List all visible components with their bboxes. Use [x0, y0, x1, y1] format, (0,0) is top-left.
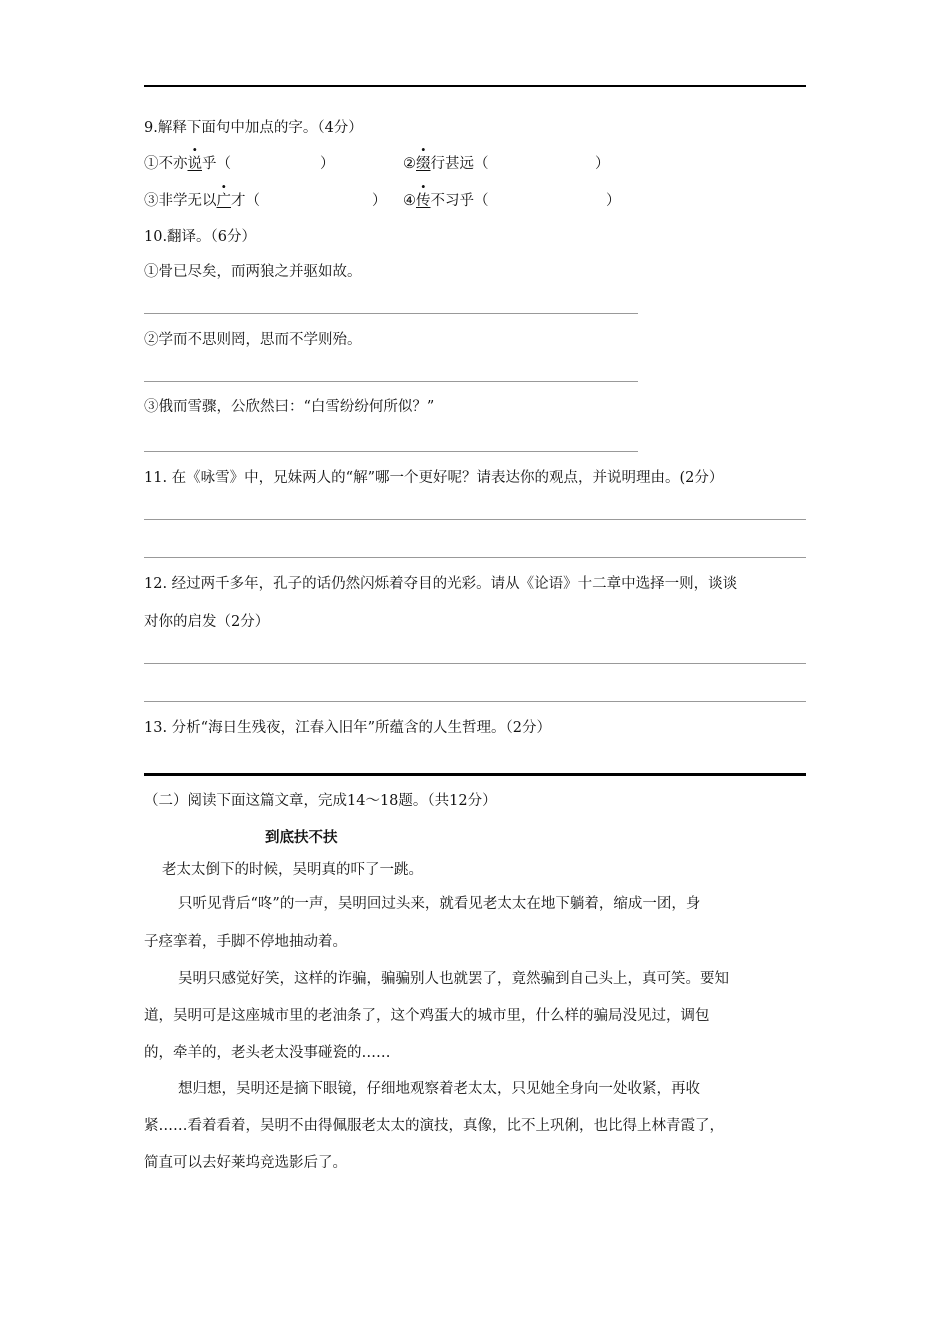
q13-prompt: 13. 分析“海日生残夜，江春入旧年”所蕴含的人生哲理。（2分）	[144, 720, 551, 736]
article-line: 的，牵羊的，老头老太没事碰瓷的……	[144, 1045, 391, 1061]
answer-line[interactable]	[144, 701, 806, 702]
dotted-char: 传	[416, 193, 431, 209]
q9-item-3: ③非学无以广才（	[144, 193, 260, 209]
article-line: 想归想，吴明还是摘下眼镜，仔细地观察着老太太，只见她全身向一处收紧，再收	[178, 1081, 700, 1097]
dotted-char: 说	[187, 156, 202, 172]
article-line: 老太太倒下的时候，吴明真的吓了一跳。	[162, 862, 423, 878]
article-line: 只听见背后“咚”的一声，吴明回过头来，就看见老太太在地下躺着，缩成一团，身	[178, 896, 701, 912]
q9-item-4: ④传不习乎（	[403, 193, 489, 209]
q12-prompt-line1: 12. 经过两千多年，孔子的话仍然闪烁着夺目的光彩。请从《论语》十二章中选择一则，谈谈	[144, 576, 738, 592]
answer-line[interactable]	[144, 519, 806, 520]
q9-prompt: 9.解释下面句中加点的字。（4分）	[144, 120, 363, 136]
q10-prompt: 10.翻译。（6分）	[144, 229, 257, 245]
q9-item-3-close: ）	[372, 193, 387, 209]
q10-item-1: ①骨已尽矣，而两狼之并驱如故。	[144, 264, 362, 280]
dotted-char: 广	[216, 193, 231, 209]
dotted-char: 缀	[416, 156, 431, 172]
top-rule	[144, 85, 806, 87]
answer-line[interactable]	[144, 663, 806, 664]
q9-item-2: ②缀行甚远（	[403, 156, 489, 172]
answer-line[interactable]	[144, 451, 638, 452]
article-line: 紧……看着看着，吴明不由得佩服老太太的演技，真像，比不上巩俐，也比得上林青霞了，	[144, 1118, 724, 1134]
answer-line[interactable]	[144, 313, 638, 314]
article-title: 到底扶不扶	[265, 830, 338, 846]
article-line: 子痉挛着，手脚不停地抽动着。	[144, 934, 347, 950]
article-line: 简直可以去好莱坞竞选影后了。	[144, 1155, 347, 1171]
article-line: 道，吴明可是这座城市里的老油条了，这个鸡蛋大的城市里，什么样的骗局没见过，调包	[144, 1008, 710, 1024]
q9-item-4-close: ）	[606, 193, 621, 209]
section-divider	[144, 773, 806, 776]
q9-item-1-close: ）	[320, 156, 335, 172]
q11-prompt: 11. 在《咏雪》中，兄妹两人的“解”哪一个更好呢？请表达你的观点，并说明理由。(2分）	[144, 470, 724, 486]
q10-item-2: ②学而不思则罔，思而不学则殆。	[144, 332, 362, 348]
q12-prompt-line2: 对你的启发（2分）	[144, 614, 270, 630]
q9-item-2-close: ）	[595, 156, 610, 172]
q10-item-3: ③俄而雪骤，公欣然曰：“白雪纷纷何所似？”	[144, 399, 435, 415]
answer-line[interactable]	[144, 557, 806, 558]
q9-item-1: ①不亦说乎（	[144, 156, 231, 172]
article-line: 吴明只感觉好笑，这样的诈骗，骗骗别人也就罢了，竟然骗到自己头上，真可笑。要知	[178, 971, 729, 987]
answer-line[interactable]	[144, 381, 638, 382]
section2-heading: （二）阅读下面这篇文章，完成14～18题。（共12分）	[144, 793, 497, 809]
